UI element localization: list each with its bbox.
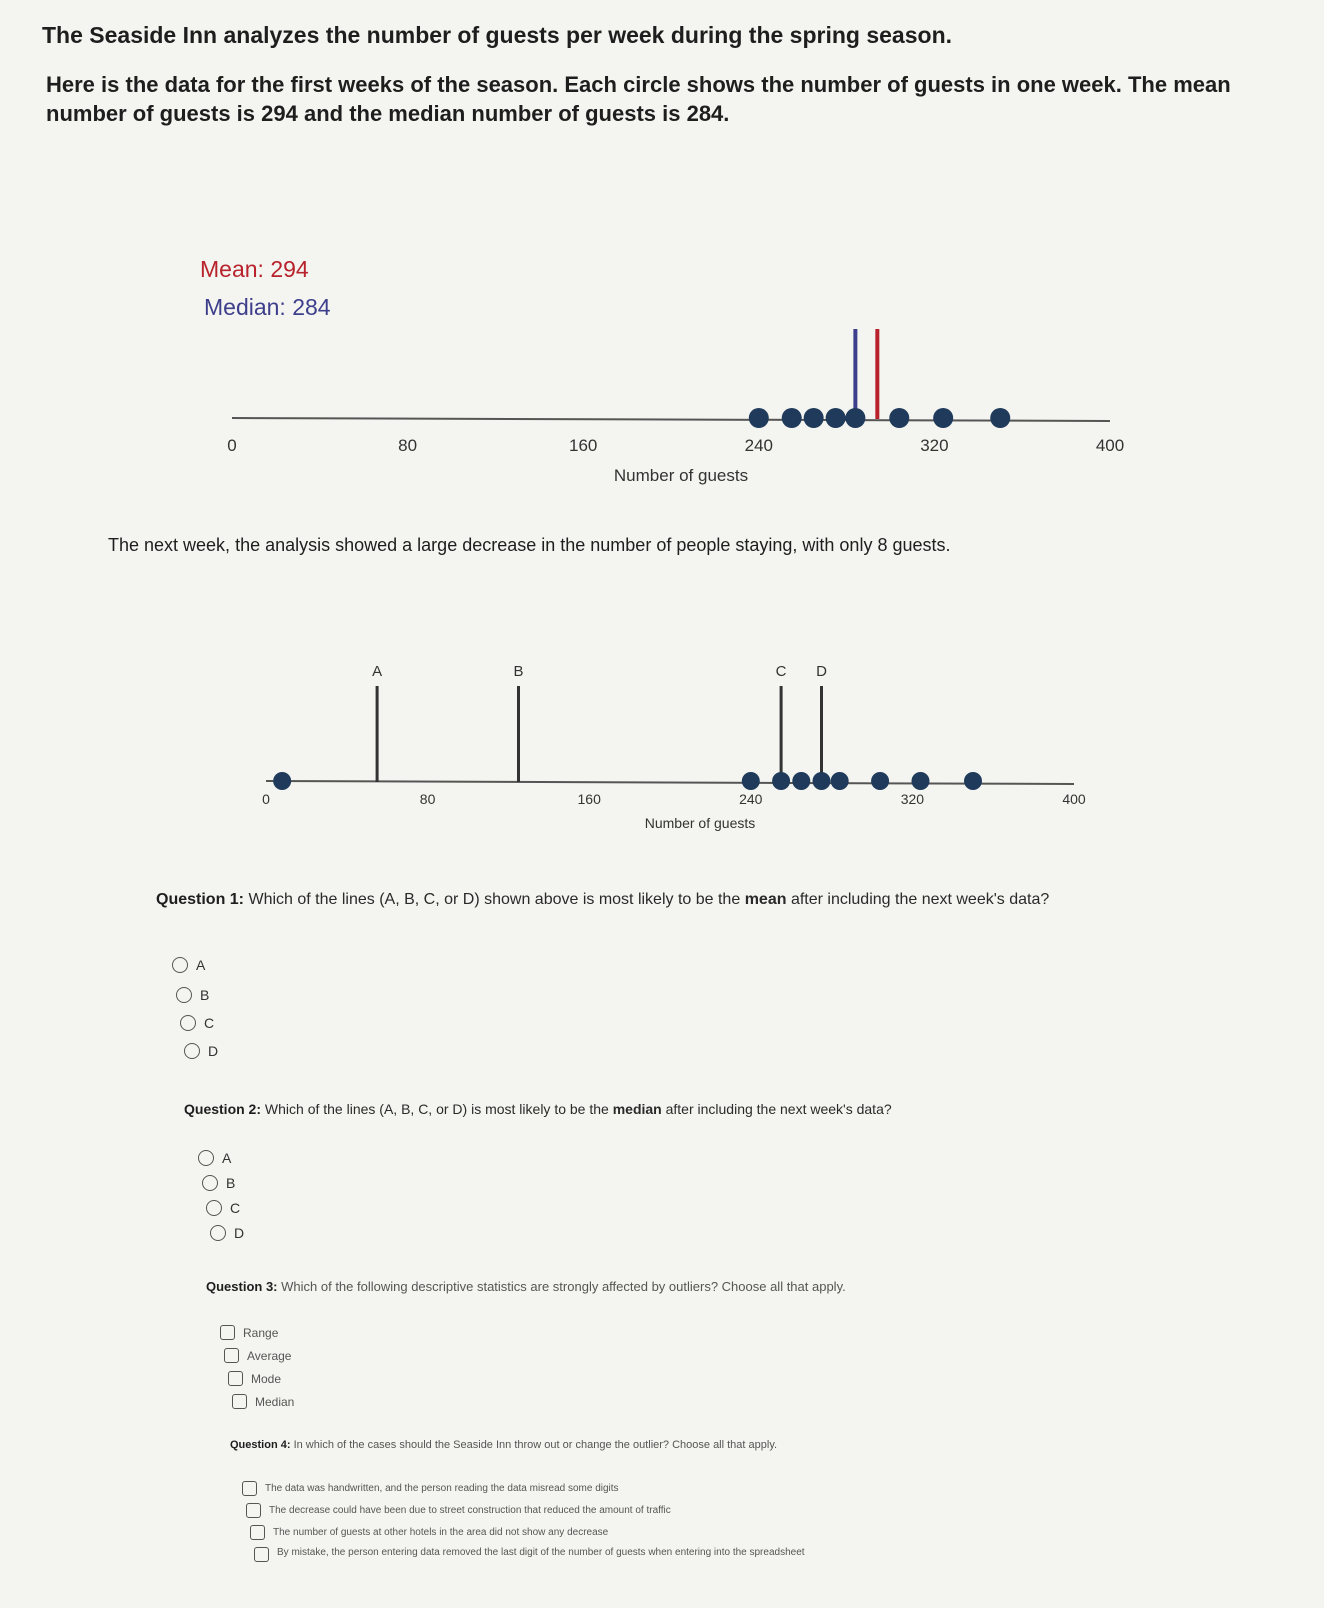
data-point bbox=[742, 772, 760, 790]
q1-option-b[interactable] bbox=[176, 987, 209, 1003]
radio-icon[interactable] bbox=[172, 957, 188, 973]
data-point bbox=[749, 408, 769, 428]
tick-label: 0 bbox=[227, 436, 237, 455]
question-1-text-pre: Which of the lines (A, B, C, or D) shown above is most likely to be the bbox=[248, 891, 741, 908]
question-1-label: Question 1: bbox=[156, 891, 245, 908]
question-1 bbox=[156, 890, 1136, 910]
q1-option-a[interactable] bbox=[172, 957, 205, 973]
q4-option-3-label: The number of guests at other hotels in the area did not show any decrease bbox=[273, 1527, 609, 1538]
q4-option-1[interactable] bbox=[242, 1481, 619, 1496]
tick-label: 240 bbox=[744, 436, 773, 455]
q3-option-median-label: Median bbox=[255, 1394, 295, 1409]
radio-icon[interactable] bbox=[202, 1175, 218, 1191]
line-label-c: C bbox=[775, 663, 787, 680]
mean-label: Mean: 294 bbox=[200, 256, 309, 282]
followup-paragraph: The next week, the analysis showed a large decrease in the number of people staying, with only 8 guests. bbox=[108, 535, 951, 555]
q4-option-2[interactable] bbox=[246, 1503, 671, 1518]
dot-plot-1 bbox=[0, 300, 1324, 500]
intro-description: Here is the data for the first weeks of the season. Each circle shows the number of guests in one week. The mean number of guests is 294 and the median number of guests is 284. bbox=[46, 72, 1231, 127]
data-point bbox=[964, 772, 982, 790]
q2-option-a-label: A bbox=[222, 1150, 232, 1166]
checkbox-icon[interactable] bbox=[220, 1325, 235, 1340]
question-2-text-post: after including the next week's data? bbox=[665, 1101, 892, 1117]
tick-label: 320 bbox=[920, 436, 949, 455]
q2-option-a[interactable] bbox=[198, 1150, 231, 1166]
data-point bbox=[792, 772, 810, 790]
question-2-label: Question 2: bbox=[184, 1101, 262, 1117]
data-point bbox=[871, 772, 889, 790]
data-point bbox=[911, 772, 929, 790]
data-point bbox=[813, 772, 831, 790]
x-axis-label: Number of guests bbox=[644, 815, 756, 831]
data-point bbox=[826, 408, 846, 428]
question-2-text-pre: Which of the lines (A, B, C, or D) is most likely to be the bbox=[264, 1101, 609, 1117]
data-point bbox=[772, 772, 790, 790]
q1-option-c-label: C bbox=[204, 1015, 215, 1031]
q3-option-median[interactable] bbox=[232, 1394, 294, 1409]
tick-label: 400 bbox=[1062, 791, 1086, 807]
x-axis-label: Number of guests bbox=[613, 466, 749, 485]
median-label: Median: 284 bbox=[204, 294, 331, 320]
radio-icon[interactable] bbox=[206, 1200, 222, 1216]
q2-option-b-label: B bbox=[226, 1175, 236, 1191]
axis-line bbox=[266, 781, 1074, 784]
data-point bbox=[990, 408, 1010, 428]
line-label-a: A bbox=[372, 663, 383, 680]
q1-option-a-label: A bbox=[196, 957, 206, 973]
q2-option-b[interactable] bbox=[202, 1175, 235, 1191]
tick-label: 320 bbox=[900, 791, 925, 807]
tick-label: 0 bbox=[262, 791, 270, 807]
q2-option-c-label: C bbox=[230, 1200, 241, 1216]
question-4-label: Question 4: bbox=[230, 1439, 291, 1451]
line-label-b: B bbox=[513, 663, 524, 680]
tick-label: 80 bbox=[419, 791, 436, 807]
q1-option-c[interactable] bbox=[180, 1015, 214, 1031]
intro-heading: The Seaside Inn analyzes the number of guests per week during the spring season. bbox=[42, 22, 953, 48]
question-3-text: Which of the following descriptive statistics are strongly affected by outliers? Choose all that apply. bbox=[281, 1279, 846, 1294]
q2-option-d-label: D bbox=[234, 1225, 245, 1241]
tick-label: 80 bbox=[398, 436, 418, 455]
axis-line bbox=[232, 418, 1110, 421]
data-point bbox=[804, 408, 824, 428]
radio-icon[interactable] bbox=[176, 987, 192, 1003]
data-point bbox=[845, 408, 865, 428]
checkbox-icon[interactable] bbox=[254, 1547, 269, 1562]
question-1-key: mean bbox=[744, 891, 787, 908]
dot-plot-2 bbox=[0, 660, 1324, 860]
q4-option-2-label: The decrease could have been due to street construction that reduced the amount of traffic bbox=[269, 1505, 671, 1516]
data-point bbox=[273, 772, 291, 790]
q2-option-d[interactable] bbox=[210, 1225, 244, 1241]
question-4-text: In which of the cases should the Seaside Inn throw out or change the outlier? Choose all that apply. bbox=[293, 1439, 778, 1451]
data-point bbox=[782, 408, 802, 428]
tick-label: 160 bbox=[569, 436, 598, 455]
q3-option-average-label: Average bbox=[247, 1348, 292, 1363]
tick-label: 160 bbox=[577, 791, 601, 807]
checkbox-icon[interactable] bbox=[232, 1394, 247, 1409]
checkbox-icon[interactable] bbox=[224, 1348, 239, 1363]
tick-label: 400 bbox=[1095, 436, 1125, 455]
checkbox-icon[interactable] bbox=[246, 1503, 261, 1518]
q4-option-3[interactable] bbox=[250, 1525, 608, 1540]
checkbox-icon[interactable] bbox=[228, 1371, 243, 1386]
radio-icon[interactable] bbox=[180, 1015, 196, 1031]
checkbox-icon[interactable] bbox=[242, 1481, 257, 1496]
radio-icon[interactable] bbox=[198, 1150, 214, 1166]
q1-option-b-label: B bbox=[200, 987, 210, 1003]
tick-label: 240 bbox=[739, 791, 763, 807]
question-2-key: median bbox=[612, 1101, 662, 1117]
line-label-d: D bbox=[816, 663, 827, 680]
q1-option-d[interactable] bbox=[184, 1043, 218, 1059]
question-3 bbox=[206, 1279, 1186, 1294]
data-point bbox=[831, 772, 849, 790]
q4-option-4-label: By mistake, the person entering data removed the last digit of the number of guests when entering into the spreadsheet bbox=[277, 1547, 805, 1558]
radio-icon[interactable] bbox=[184, 1043, 200, 1059]
question-1-text-post: after including the next week's data? bbox=[790, 891, 1050, 908]
q4-option-1-label: The data was handwritten, and the person reading the data misread some digits bbox=[265, 1483, 619, 1494]
checkbox-icon[interactable] bbox=[250, 1525, 265, 1540]
q3-option-range-label: Range bbox=[243, 1325, 279, 1340]
q3-option-average[interactable] bbox=[224, 1348, 291, 1363]
data-point bbox=[933, 408, 953, 428]
q3-option-mode[interactable] bbox=[228, 1371, 281, 1386]
q3-option-mode-label: Mode bbox=[251, 1371, 282, 1386]
question-2 bbox=[184, 1101, 1164, 1117]
question-3-label: Question 3: bbox=[206, 1279, 278, 1294]
question-4 bbox=[230, 1439, 1230, 1451]
q4-option-4[interactable] bbox=[254, 1547, 1054, 1562]
q3-option-range[interactable] bbox=[220, 1325, 278, 1340]
q1-option-d-label: D bbox=[208, 1043, 219, 1059]
data-point bbox=[889, 408, 909, 428]
q2-option-c[interactable] bbox=[206, 1200, 240, 1216]
radio-icon[interactable] bbox=[210, 1225, 226, 1241]
